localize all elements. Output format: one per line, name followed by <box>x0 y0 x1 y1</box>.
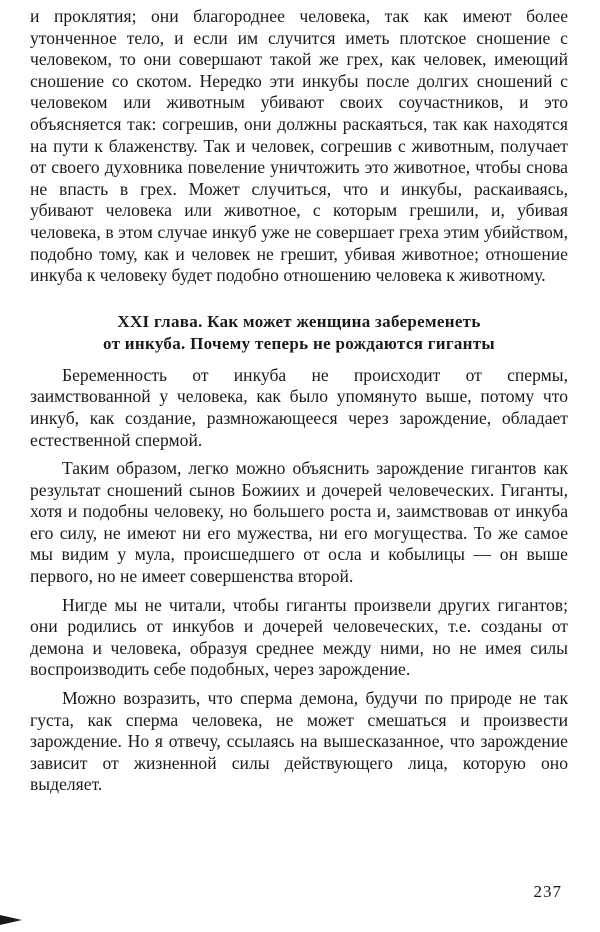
chapter-heading <box>30 311 568 355</box>
paragraph-continuation: и проклятия; они благороднее человека, так как имеют более утонченное тело, и если им случится иметь плотское сношение с человеком, то они совершают такой же грех, как человек, имеющий сношение со скотом. Нередко эти инкубы после долгих сношений с человеком или животным убивают своих соучастников, и это объясняется так: согрешив, они должны раскаяться, так как находятся на пути к блаженству. Так и человек, согрешив с животным, получает от своего духовника повеление уничтожить это животное, чтобы снова не впасть в грех. Может случиться, что и инкубы, раскаиваясь, убивают человека или животное, с которым грешили, и, убивая человека, в этом случае инкуб уже не совершает греха этим убийством, подобно тому, как и человек не грешит, убивая животное; отношение инкуба к человеку будет подобно отношению человека к животному. <box>30 6 568 286</box>
page-number: 237 <box>533 882 562 901</box>
paragraph-giants: Таким образом, легко можно объяснить зарождение гигантов как результат сношений сынов Божиих и дочерей человеческих. Гиганты, хотя и подобны человеку, но большего роста и, заимствовав от инкуба его силу, не имеют ни его мужества, ни его могущества. То же самое мы видим у мула, происшедшего от осла и кобылицы — он выше первого, но не имеет совершенства второй. <box>30 458 568 587</box>
chapter-heading-line-2: от инкуба. Почему теперь не рождаются гиганты <box>103 333 495 353</box>
scan-corner-mark <box>0 915 22 925</box>
paragraph-never-read: Нигде мы не читали, чтобы гиганты произвели других гигантов; они родились от инкубов и дочерей человеческих, т.е. созданы от демона и человека, образуя среднее между ними, но не имея силы воспроизводить себе подобных, через зарождение. <box>30 594 568 680</box>
paragraph-objection: Можно возразить, что сперма демона, будучи по природе не так густа, как сперма человека, не может смешаться и произвести зарождение. Но я отвечу, ссылаясь на вышесказанное, что зарождение зависит от жизненной силы действующего лица, которую оно выделяет. <box>30 688 568 795</box>
paragraph-pregnancy: Беременность от инкуба не происходит от спермы, заимствованной у человека, как было упомянуто выше, потому что инкуб, как создание, размножающееся через зарождение, обладает естественной спермой. <box>30 364 568 450</box>
chapter-heading-line-1: XXI глава. Как может женщина забеременеть <box>117 311 481 331</box>
book-page <box>30 6 568 796</box>
